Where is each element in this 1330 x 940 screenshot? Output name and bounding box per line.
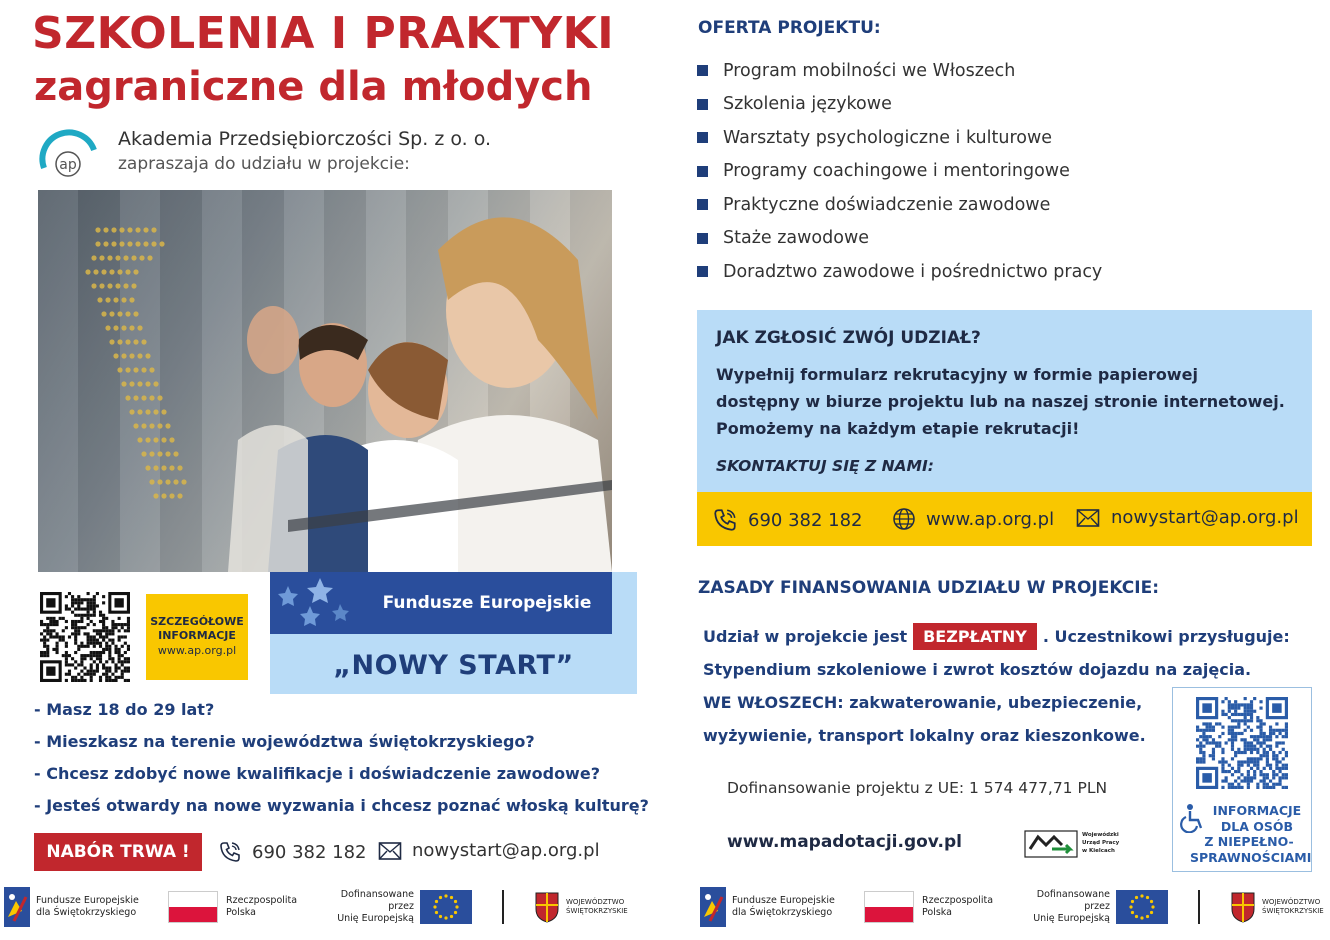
contact-bar-website[interactable] <box>892 507 1054 531</box>
swietokrzyskie-crest-icon <box>1230 891 1256 923</box>
bullet-square-icon <box>697 65 708 76</box>
wup-line: Wojewódzki <box>1082 832 1119 838</box>
fe-logo-icon <box>4 887 30 927</box>
fundusze-label: Fundusze Europejskie <box>362 572 612 634</box>
email-contact[interactable] <box>378 840 600 861</box>
footer-text: Dofinansowane przez <box>340 889 414 912</box>
details-info-box[interactable] <box>146 594 248 680</box>
phone-number: 690 382 182 <box>748 509 863 531</box>
email-address: nowystart@ap.org.pl <box>412 840 600 861</box>
bullet-square-icon <box>697 199 708 210</box>
list-item <box>697 188 1102 222</box>
accessibility-line: SPRAWNOŚCIAMI <box>1190 849 1312 865</box>
contact-bar-phone[interactable] <box>712 507 863 533</box>
wheelchair-icon <box>1180 803 1206 833</box>
footer-text: Fundusze Europejskie <box>732 895 835 906</box>
how-to-apply-heading: JAK ZGŁOSIĆ ZWÓJ UDZIAŁ? <box>716 328 981 348</box>
list-item: - Chcesz zdobyć nowe kwalifikacje i doświadczenie zawodowe? <box>34 764 600 783</box>
phone-number: 690 382 182 <box>252 841 367 863</box>
offer-item-label: Staże zawodowe <box>723 228 870 249</box>
qr-code-right[interactable] <box>1196 697 1288 789</box>
eu-funds-stars-icon <box>270 572 362 634</box>
email-icon <box>1075 508 1101 528</box>
offer-item-label: Szkolenia językowe <box>723 94 892 115</box>
footer-text: Unię Europejską <box>1033 913 1110 924</box>
list-item: - Masz 18 do 29 lat? <box>34 700 215 719</box>
bullet-square-icon <box>697 132 708 143</box>
eu-flag-icon <box>1116 890 1168 924</box>
list-item <box>697 121 1102 155</box>
email-icon <box>378 841 402 861</box>
polish-flag-icon <box>168 891 218 923</box>
list-item <box>697 88 1102 122</box>
phone-icon <box>712 507 738 533</box>
financing-line: WE WŁOSZECH: zakwaterowanie, ubezpieczenie, <box>703 693 1143 712</box>
website-url: www.ap.org.pl <box>926 508 1055 530</box>
italy-dot-map <box>85 227 186 498</box>
info-url: www.ap.org.pl <box>157 644 237 657</box>
recruitment-open-badge: NABÓR TRWA ! <box>34 833 202 871</box>
wup-line: w Kielcach <box>1082 848 1115 854</box>
ap-logo <box>38 128 100 178</box>
email-address: nowystart@ap.org.pl <box>1111 507 1299 528</box>
bullet-square-icon <box>697 233 708 244</box>
footer-text: Polska <box>226 907 256 918</box>
footer-text: dla Świętokrzyskiego <box>732 907 833 918</box>
co-financing-amount: Dofinansowanie projektu z UE: 1 574 477,71 PLN <box>727 779 1108 797</box>
list-item <box>697 222 1102 256</box>
footer-text: Rzeczpospolita <box>922 895 994 906</box>
photo-illustration <box>38 190 612 572</box>
org-invite: zapraszaja do udziału w projekcie: <box>118 154 410 174</box>
accessibility-line: DLA OSÓB <box>1220 818 1294 834</box>
logo-text: ap <box>59 157 77 173</box>
globe-icon <box>892 507 916 531</box>
footer-text: Fundusze Europejskie <box>36 895 139 906</box>
offer-item-label: Programy coachingowe i mentoringowe <box>723 161 1070 182</box>
how-to-apply-line: Wypełnij formularz rekrutacyjny w formie papierowej <box>716 365 1198 384</box>
footer-text: Dofinansowane przez <box>1036 889 1110 912</box>
offer-list <box>697 54 1102 289</box>
question-list <box>34 700 649 828</box>
phone-contact[interactable] <box>218 840 367 864</box>
footer-text: WOJEWÓDZTWO <box>566 898 625 906</box>
wup-kielce-logo <box>1024 829 1134 859</box>
list-item <box>697 54 1102 88</box>
footer-text: dla Świętokrzyskiego <box>36 907 137 918</box>
offer-heading: OFERTA PROJEKTU: <box>698 18 881 38</box>
financing-line: . Uczestnikowi przysługuje: <box>1042 627 1290 646</box>
footer-text: Unię Europejską <box>337 913 414 924</box>
bullet-square-icon <box>697 99 708 110</box>
offer-item-label: Doradztwo zawodowe i pośrednictwo pracy <box>723 261 1103 282</box>
footer-text: ŚWIĘTOKRZYSKIE <box>566 907 628 915</box>
accessibility-line: Z NIEPEŁNO- <box>1204 834 1294 849</box>
bullet-square-icon <box>697 166 708 177</box>
bullet-square-icon <box>697 266 708 277</box>
how-to-apply-line: Pomożemy na każdym etapie rekrutacji! <box>716 419 1080 438</box>
list-item: - Mieszkasz na terenie województwa świętokrzyskiego? <box>34 732 535 751</box>
eu-flag-icon <box>420 890 472 924</box>
list-item: - Jesteś otwardy na nowe wyzwania i chcesz poznać włoską kulturę? <box>34 796 649 815</box>
free-badge: BEZPŁATNY <box>913 623 1037 650</box>
hero-photo <box>38 190 612 572</box>
offer-item-label: Warsztaty psychologiczne i kulturowe <box>723 127 1053 148</box>
financing-line: Stypendium szkoleniowe i zwrot kosztów dojazdu na zajęcia. <box>703 660 1252 679</box>
polish-flag-icon <box>864 891 914 923</box>
footer-text: ŚWIĘTOKRZYSKIE <box>1262 907 1324 915</box>
footer-logos-left <box>4 882 628 932</box>
info-line1: SZCZEGÓŁOWE <box>150 615 244 628</box>
financing-line: wyżywienie, transport lokalny oraz kieszonkowe. <box>703 726 1146 745</box>
org-name: Akademia Przedsiębiorczości Sp. z o. o. <box>118 128 492 150</box>
list-item <box>697 255 1102 289</box>
financing-line: Udział w projekcie jest <box>703 627 908 646</box>
footer-logos-right <box>700 882 1324 932</box>
footer-text: Polska <box>922 907 952 918</box>
financing-heading: ZASADY FINANSOWANIA UDZIAŁU W PROJEKCIE: <box>698 578 1159 598</box>
page-subtitle: zagraniczne dla młodych <box>34 64 593 110</box>
footer-text: Rzeczpospolita <box>226 895 298 906</box>
how-to-apply-text <box>716 361 1285 442</box>
fe-logo-icon <box>700 887 726 927</box>
accessibility-info <box>1180 803 1312 865</box>
qr-code-left[interactable] <box>40 592 130 682</box>
swietokrzyskie-crest-icon <box>534 891 560 923</box>
offer-item-label: Praktyczne doświadczenie zawodowe <box>723 194 1051 215</box>
info-line2: INFORMACJE <box>158 629 236 642</box>
wup-line: Urząd Pracy <box>1082 840 1120 846</box>
footer-text: WOJEWÓDZTWO <box>1262 898 1321 906</box>
phone-icon <box>218 840 242 864</box>
project-name: „NOWY START” <box>333 649 574 681</box>
accessibility-line: INFORMACJE <box>1212 803 1302 818</box>
mapa-dotacji-link[interactable]: www.mapadotacji.gov.pl <box>727 832 962 852</box>
list-item <box>697 155 1102 189</box>
page-title: SZKOLENIA I PRAKTYKI <box>32 8 615 59</box>
how-to-apply-line: dostępny w biurze projektu lub na naszej stronie internetowej. <box>716 392 1285 411</box>
contact-bar-email[interactable] <box>1075 507 1299 528</box>
offer-item-label: Program mobilności we Włoszech <box>723 60 1016 81</box>
contact-us-heading: SKONTAKTUJ SIĘ Z NAMI: <box>716 457 934 475</box>
